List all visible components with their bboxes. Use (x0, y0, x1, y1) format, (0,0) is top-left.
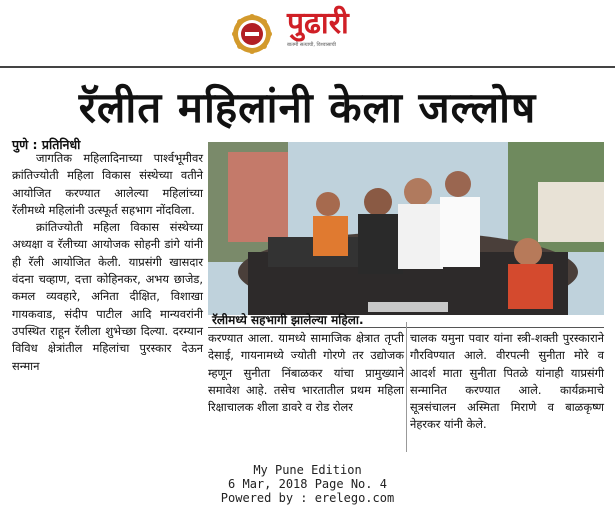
paragraph: जागतिक महिलादिनाच्या पार्श्वभूमीवर क्रांतिज्योती महिला विकास संस्थेच्या वतीने आयोजित करण्यात आलेल्या महिलांच्या रॅलीमध्ये महिलांनी उत्स्फूर्त सहभाग नोंदविला. (12, 151, 203, 217)
brand-name: पुढारी (287, 6, 349, 41)
headline: रॅलीत महिलांनी केला जल्लोष (78, 83, 537, 132)
edition-label: My Pune Edition (253, 463, 362, 477)
powered-by-link[interactable]: Powered by : erelego.com (220, 491, 395, 505)
masthead-divider (0, 66, 615, 68)
rally-photo (208, 142, 604, 315)
article-column-3 (410, 330, 604, 434)
brand-logo[interactable] (287, 6, 377, 49)
page-footer (0, 456, 615, 518)
article-column-1 (12, 150, 203, 375)
paragraph: चालक यमुना पवार यांना स्त्री-शक्ती पुरस्काराने गौरविण्यात आले. वीरपत्नी सुनीता मोरे व आदर्श माता सुनीता पितळे यांनाही याप्रसंगी सन्मानित करण्यात आले. कार्यक्रमाचे सूत्रसंचालन अस्मिता मिराणे व बाळकृष्ण नेहरकर यांनी केले. (410, 331, 604, 432)
paragraph: क्रांतिज्योती महिला विकास संस्थेच्या अध्यक्षा व रॅलीच्या आयोजक सोहनी डांगे यांनी ही रॅली आयोजित केली. याप्रसंगी खासदार वंदना चव्हाण, दत्ता कोहिनकर, अभय छाजेड, कमल व्यवहारे, अनिता दीक्षित, विशाखा गायकवाड, संदीप पाटील आदि मान्यवरांनी उपस्थित राहून रॅलीला शुभेच्छा दिल्या. दरम्यान विविध क्षेत्रांतील महिलांचा पुरस्कार देऊन सन्मान (12, 220, 203, 373)
paragraph: करण्यात आला. यामध्ये सामाजिक क्षेत्रात तृप्ती देसाई, गायनामध्ये ज्योती गोरणे तर उद्योजक म्हणून सुनीता निंबाळकर यांचा प्रामुख्याने समावेश आहे. तसेच भारतातील प्रथम महिला रिक्षाचालक शीला डावरे व रोड रोलर (208, 331, 404, 415)
masthead (0, 0, 615, 68)
news-clipping (0, 70, 615, 455)
column-divider (406, 322, 407, 452)
rally-photo-image (208, 142, 604, 315)
photo-caption: रॅलीमध्ये सहभागी झालेल्या महिला. (212, 313, 364, 327)
brand-tagline: बातमी सत्याची, विश्वासाची (287, 42, 336, 48)
date-page-label: 6 Mar, 2018 Page No. 4 (228, 477, 387, 491)
newspaper-emblem-icon (232, 14, 272, 54)
article-column-2 (208, 330, 404, 416)
byline: पुणे : प्रतिनिधी (12, 137, 81, 152)
